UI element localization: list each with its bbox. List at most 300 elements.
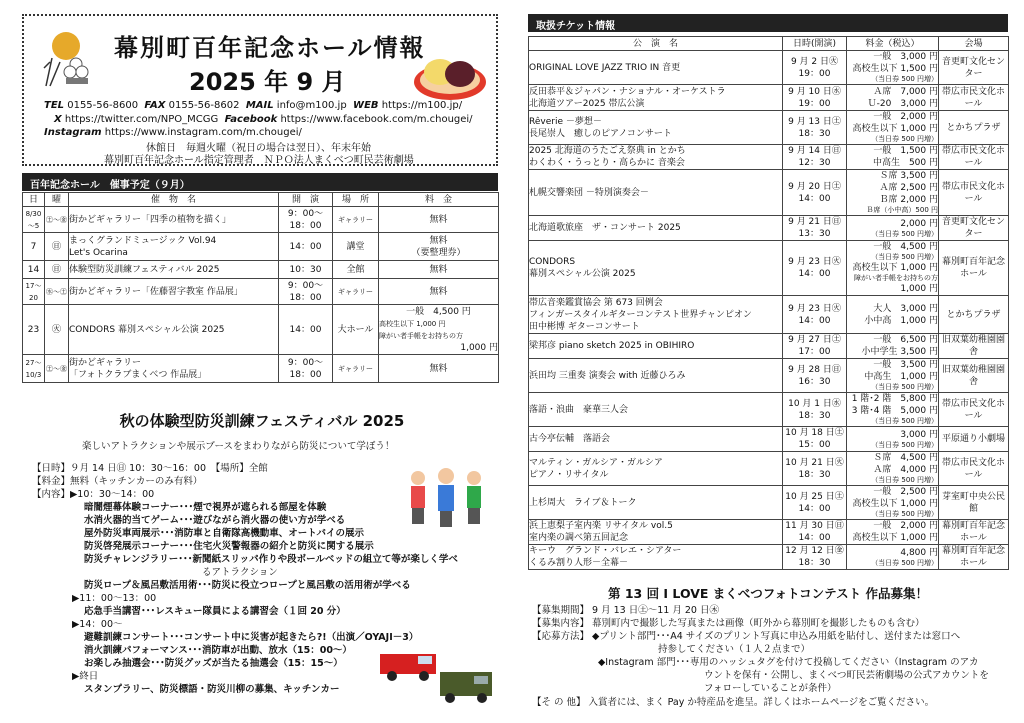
datetime-line: 15：00 [798, 440, 831, 450]
price-line: （当日券 500 円増） [871, 476, 938, 484]
show-title-line: 落語・浪曲 豪華三人会 [529, 404, 629, 415]
price-line: 3,000 円 [900, 429, 938, 440]
ticket-price [847, 359, 939, 393]
ticket-show [529, 241, 783, 296]
price-line: 高校生以下 1,000 円 [852, 533, 938, 543]
page-month: 2025 年 9 月 [189, 68, 346, 96]
price-line: 3 階･4 階 5,000 円 [851, 406, 938, 416]
festival-title: 秋の体験型防災訓練フェスティバル 2025 [119, 412, 405, 430]
show-title-line: わくわく・うっとり・高らかに 音楽会 [529, 158, 685, 168]
ticket-datetime [783, 427, 847, 452]
row-day: 27～10/3 [23, 355, 45, 383]
venue-name: 旧双葉幼稚園園舎 [941, 364, 1005, 387]
price-line: Ａ席 7,000 円 [873, 86, 938, 97]
venue-name: 音更町文化センター [941, 217, 1005, 239]
web-link[interactable]: https://m100.jp/ [381, 100, 463, 111]
show-title-line: ORIGINAL LOVE JAZZ TRIO IN 音更 [529, 62, 681, 73]
datetime-line: 16：30 [798, 376, 831, 387]
datetime-line: 9 月 10 日㊌ [788, 86, 841, 97]
price-line: 一般 1,500 円 [873, 146, 938, 156]
contest-title: 第 13 回 I LOVE まくべつフォトコンテスト 作品募集！ [607, 586, 929, 601]
ticket-row [529, 334, 1009, 359]
datetime-line: 9 月 28 日㊐ [788, 364, 841, 375]
ticket-datetime [783, 216, 847, 241]
ticket-venue [939, 170, 1009, 216]
row-place: 大ホール [333, 305, 379, 355]
festival-line: お楽しみ抽選会･･･防災グッズが当たる抽選会（15：15～） [84, 658, 343, 669]
ticket-show [529, 170, 783, 216]
ticket-datetime [783, 241, 847, 296]
show-title-line: Rêverie －夢想－ [529, 116, 602, 127]
ticket-price [847, 520, 939, 545]
contest-line: ◆Instagram 部門･･･専用のハッシュタグを付けて投稿してください（Instagram のアカ [598, 657, 979, 668]
table-row [23, 279, 499, 305]
military-truck-icon [438, 666, 494, 706]
ticket-show [529, 145, 783, 170]
ticket-venue [939, 334, 1009, 359]
price-line: Ｂ席 2,000 円 [879, 195, 938, 205]
show-title-line: 北海道歌旅座 ザ・コンサート 2025 [529, 223, 681, 233]
fee-general: 一般 4,500 円 [406, 306, 471, 317]
show-title-line: 反田恭平＆ジャパン・ナショナル・オーケストラ [529, 86, 726, 97]
row-place: 全館 [333, 261, 379, 279]
event-subtitle: Let's Ocarina [69, 247, 128, 258]
col-show: 公 演 名 [529, 37, 783, 51]
mail-address[interactable]: info@m100.jp [276, 100, 347, 111]
ticket-datetime [783, 359, 847, 393]
row-dow: ㊐ [45, 233, 69, 261]
contest-line: 【応募方法】 ◆プリント部門･･･A4 サイズのプリント写真に申込み用紙を貼付し、送付または窓口へ [532, 631, 961, 642]
row-time: 9：00～18：00 [279, 355, 333, 383]
contest-line: 【そ の 他】 入賞者には、まく Pay か特産品を進呈。詳しくはホームページをご覧ください。 [532, 697, 935, 708]
ticket-venue [939, 241, 1009, 296]
ticket-show [529, 334, 783, 359]
ticket-price [847, 170, 939, 216]
col-place: 場 所 [333, 193, 379, 207]
row-fee: 無料 [379, 279, 499, 305]
schedule-section-header: 百年記念ホール 催事予定（９月） [22, 173, 498, 191]
table-row [23, 305, 499, 355]
ticket-venue [939, 85, 1009, 111]
col-dow: 曜 [45, 193, 69, 207]
festival-line: ▶11：00～13：00 [72, 593, 157, 604]
col-event: 催 物 名 [69, 193, 279, 207]
row-day: 14 [23, 261, 45, 279]
ticket-venue [939, 51, 1009, 85]
fee-youth: 高校生以下 1,000 円 [379, 319, 446, 328]
manager-text: 幕別町百年記念ホール指定管理者 ＮＰＯ法人まくべつ町民芸術劇場 [104, 155, 414, 166]
show-title-line: マルティン・ガルシア・ガルシア [529, 457, 663, 468]
price-line: 高校生以下 1,000 円 [852, 499, 938, 509]
event-subtitle: 「フォトクラブまくべつ 作品展」 [69, 369, 207, 380]
ticket-row [529, 545, 1009, 570]
ticket-row [529, 452, 1009, 486]
ticket-row [529, 85, 1009, 111]
show-title-line: 浜田均 三重奏 演奏会 with 近藤ひろみ [529, 370, 686, 381]
ticket-row [529, 145, 1009, 170]
row-place: ギャラリー [333, 207, 379, 233]
venue-name: 帯広市民文化ホール [941, 146, 1005, 168]
moon-dango-icon [38, 28, 98, 88]
ticket-row [529, 486, 1009, 520]
table-row [23, 233, 499, 261]
tickets-table [528, 36, 1009, 570]
ticket-show [529, 545, 783, 570]
price-line: （当日券 500 円増） [871, 417, 938, 425]
ticket-datetime [783, 296, 847, 334]
ticket-venue [939, 111, 1009, 145]
price-line: （当日券 500 円増） [871, 440, 938, 449]
fire-truck-icon [378, 646, 438, 682]
venue-name: 帯広市民文化ホール [941, 398, 1005, 421]
ticket-row [529, 216, 1009, 241]
facebook-link[interactable]: https://www.facebook.com/m.chougei/ [280, 114, 473, 125]
datetime-line: 18：30 [798, 469, 831, 480]
fee-disability: 1,000 円 [460, 342, 498, 353]
show-title-line: くるみ割り人形－全幕－ [529, 558, 629, 568]
venue-name: とかちプラザ [946, 122, 1001, 133]
price-line: 大人 3,000 円 [873, 303, 938, 314]
price-line: 一般 2,000 円 [873, 521, 938, 531]
venue-name: とかちプラザ [946, 309, 1001, 320]
show-title-line: 古今亭伝輔 落語会 [529, 434, 611, 444]
datetime-line: 19：00 [798, 68, 831, 79]
festival-line: 応急手当講習･･･レスキュー隊員による講習会（１回 20 分） [84, 606, 346, 617]
ticket-datetime [783, 145, 847, 170]
ticket-show [529, 452, 783, 486]
festival-line: 【内容】▶10：30～14：00 [32, 489, 155, 500]
price-line: Ｓ席 3,500 円 [879, 171, 938, 181]
fee-main: 無料 [429, 235, 448, 246]
price-line: 4,800 円 [900, 547, 938, 558]
ticket-show [529, 51, 783, 85]
ticket-venue [939, 452, 1009, 486]
datetime-line: 18：30 [798, 410, 831, 421]
price-line: （当日券 500 円増） [871, 558, 938, 567]
ticket-datetime [783, 334, 847, 359]
row-place: ギャラリー [333, 355, 379, 383]
instagram-label: Instagram [44, 127, 102, 138]
ticket-row [529, 520, 1009, 545]
datetime-line: 9 月 14 日㊐ [788, 146, 841, 156]
price-line: 2,000 円 [900, 218, 938, 229]
ticket-venue [939, 296, 1009, 334]
price-line: 高校生以下 1,000 円 [852, 124, 938, 134]
venue-name: 幕別町百年記念ホール [941, 257, 1005, 279]
datetime-line: 14：00 [798, 503, 831, 514]
fax-label: FAX [144, 100, 166, 111]
festival-line: 【料金】無料（キッチンカーのみ有料） [32, 476, 203, 487]
festival-line: 防災チャレンジラリー･･･新聞紙スリッパ作りや段ボールベッドの組立て等が楽しく学べ [84, 554, 458, 565]
web-label: WEB [353, 100, 379, 111]
contest-line: 持参してください（１人２点まで） [658, 644, 811, 655]
price-line: 高校生以下 1,500 円 [852, 64, 938, 74]
row-dow: ㊏～㊎ [45, 207, 69, 233]
price-line: 小中学生 3,500 円 [861, 347, 938, 357]
ticket-show [529, 359, 783, 393]
row-event [69, 233, 279, 261]
ticket-price [847, 486, 939, 520]
ticket-price [847, 51, 939, 85]
col-venue: 会場 [939, 37, 1009, 51]
row-event: 街かどギャラリー「佐藤習字教室 作品展」 [69, 279, 279, 305]
event-name: 街かどギャラリー [69, 357, 142, 368]
price-line: （当日券 500 円増） [871, 135, 938, 143]
contest-line: 【募集期間】 9 月 13 日㊏～11 月 20 日㊍ [532, 605, 719, 616]
schedule-header-row [23, 193, 499, 207]
datetime-line: 18：30 [798, 128, 831, 139]
facebook-label: Facebook [224, 114, 278, 125]
show-title-line: 田中彬博 ギターコンサート [529, 321, 640, 332]
datetime-line: 14：00 [798, 315, 831, 326]
tel-number: 0155-56-8600 [67, 100, 139, 111]
ticket-datetime [783, 486, 847, 520]
ticket-row [529, 111, 1009, 145]
row-place: ギャラリー [333, 279, 379, 305]
ticket-price [847, 427, 939, 452]
show-title-line: CONDORS [529, 257, 576, 267]
price-line: Ｕ-20 3,000 円 [867, 98, 938, 109]
schedule-table [22, 192, 499, 383]
row-time: 9：00～18：00 [279, 207, 333, 233]
row-event: CONDORS 幕別スペシャル公演 2025 [69, 305, 279, 355]
ticket-show [529, 111, 783, 145]
festival-line: るアトラクション [202, 567, 278, 578]
ticket-datetime [783, 393, 847, 427]
row-day: 7 [23, 233, 45, 261]
ticket-datetime [783, 85, 847, 111]
row-time: 14：00 [279, 305, 333, 355]
show-title-line: 室内楽の調べ第五回記念 [529, 533, 629, 543]
festival-line: ▶終日 [72, 671, 99, 682]
datetime-line: 19：00 [798, 98, 831, 109]
show-title-line: キーウ グランド・バレエ・シアター [529, 546, 682, 556]
price-line: 1 階･2 階 5,800 円 [851, 394, 938, 404]
datetime-line: 14：00 [798, 533, 831, 543]
row-fee [379, 233, 499, 261]
ticket-venue [939, 545, 1009, 570]
festival-line: 【日時】９月 14 日㊐ 10：30～16：00 【場所】全館 [32, 463, 268, 474]
ticket-row [529, 241, 1009, 296]
ticket-row [529, 170, 1009, 216]
ticket-price [847, 545, 939, 570]
ticket-price [847, 334, 939, 359]
ticket-price [847, 216, 939, 241]
ticket-datetime [783, 51, 847, 85]
festival-intro: 楽しいアトラクションや展示ブースをまわりながら防災について学ぼう！ [82, 441, 395, 452]
tel-label: TEL [44, 100, 65, 111]
ticket-show [529, 427, 783, 452]
datetime-line: 10 月 21 日㊋ [785, 457, 844, 468]
datetime-line: 13：30 [798, 229, 831, 239]
price-line: 中高生 500 円 [872, 158, 938, 168]
instagram-link[interactable]: https://www.instagram.com/m.chougei/ [104, 127, 302, 138]
datetime-line: 10 月 1 日㊌ [788, 398, 841, 409]
festival-line: 屋外防災車両展示･･･消防車と自衛隊高機動車、オートバイの展示 [84, 528, 365, 539]
show-title-line: 上杉周大 ライブ＆トーク [529, 497, 637, 508]
show-title-line: 幕別スペシャル公演 2025 [529, 269, 636, 279]
row-time: 9：00～18：00 [279, 279, 333, 305]
row-event [69, 355, 279, 383]
show-title-line: 北海道ツアー2025 帯広公演 [529, 98, 645, 109]
datetime-line: 12：30 [798, 158, 831, 168]
show-title-line: 浜上恵梨子室内楽 リサイタル vol.5 [529, 521, 673, 531]
price-line: （当日券 500 円増） [871, 383, 938, 391]
price-line: Ｓ席 4,500 円 [873, 453, 938, 463]
festival-section [22, 410, 502, 710]
venue-name: 音更町文化センター [941, 56, 1005, 79]
contest-line: ウントを保有・公開し、まくべつ町民芸術劇場の公式アカウントを [704, 670, 989, 681]
table-row [23, 355, 499, 383]
ticket-price [847, 452, 939, 486]
ticket-venue [939, 145, 1009, 170]
ticket-venue [939, 520, 1009, 545]
datetime-line: 9 月 21 日㊐ [788, 217, 841, 227]
contest-line: 【募集内容】 幕別町内で撮影した写真または画像（町外から幕別町を撮影したものも含む） [532, 618, 925, 629]
row-event: 体験型防災訓練フェスティバル 2025 [69, 261, 279, 279]
mail-label: MAIL [245, 100, 274, 111]
row-day: 8/30～5 [23, 207, 45, 233]
col-datetime: 日時(開演) [783, 37, 847, 51]
row-event: 街かどギャラリー「四季の植物を描く」 [69, 207, 279, 233]
price-line: 一般 2,500 円 [873, 487, 938, 497]
venue-name: 帯広市民文化ホール [941, 86, 1005, 109]
datetime-line: 17：00 [798, 347, 831, 357]
price-line: 高校生以下 1,000 円 [852, 263, 938, 273]
festival-line: 消火訓練パフォーマンス･･･消防車が出動、放水（15：00～） [84, 645, 352, 656]
table-row [23, 207, 499, 233]
datetime-line: 9 月 2 日㊋ [790, 56, 839, 67]
festival-line: 水消火器的当てゲーム･･･遊びながら消火器の使い方が学べる [84, 515, 346, 526]
ticket-datetime [783, 111, 847, 145]
row-day: 17～20 [23, 279, 45, 305]
venue-name: 平原通り小劇場 [941, 434, 1005, 444]
ticket-price [847, 393, 939, 427]
header-box [22, 14, 498, 166]
price-line: （当日券 500 円増） [871, 510, 938, 518]
ticket-venue [939, 216, 1009, 241]
row-fee: 無料 [379, 261, 499, 279]
ohagi-plate-icon [412, 46, 488, 102]
closed-days: 休館日 毎週火曜（祝日の場合は翌日）、年末年始 [146, 143, 371, 154]
row-dow: ㊏～㊎ [45, 355, 69, 383]
datetime-line: 9 月 23 日㊋ [788, 257, 841, 267]
datetime-line: 9 月 27 日㊏ [788, 335, 841, 345]
datetime-line: 9 月 20 日㊏ [788, 181, 841, 192]
ticket-datetime [783, 170, 847, 216]
price-line: Ｂ席（小中高）500 円 [866, 206, 938, 214]
ticket-datetime [783, 452, 847, 486]
ticket-datetime [783, 545, 847, 570]
x-label: X [54, 114, 62, 125]
ticket-row [529, 393, 1009, 427]
price-line: 小中高 1,000 円 [864, 315, 938, 326]
show-title-line: 帯広音楽鑑賞協会 第 673 回例会 [529, 297, 663, 308]
ticket-row [529, 427, 1009, 452]
ticket-price [847, 296, 939, 334]
row-time: 10：30 [279, 261, 333, 279]
ticket-venue [939, 359, 1009, 393]
tickets-header-row [529, 37, 1009, 51]
ticket-show [529, 520, 783, 545]
price-line: 一般 4,500 円 [873, 242, 938, 252]
ticket-datetime [783, 520, 847, 545]
row-fee [379, 305, 499, 355]
ticket-row [529, 359, 1009, 393]
price-line: Ａ席 4,000 円 [873, 465, 938, 475]
venue-name: 芽室町中央公民館 [941, 491, 1005, 514]
ticket-venue [939, 393, 1009, 427]
price-line: （当日券 500 円増） [871, 75, 938, 83]
row-place: 講堂 [333, 233, 379, 261]
datetime-line: 11 月 30 日㊐ [785, 521, 844, 531]
page-title: 幕別町百年記念ホール情報 [114, 34, 426, 62]
col-fee: 料 金 [379, 193, 499, 207]
fax-number: 0155-56-8602 [168, 100, 240, 111]
venue-name: 旧双葉幼稚園園舎 [941, 335, 1005, 357]
ticket-price [847, 85, 939, 111]
row-dow: ㊐ [45, 261, 69, 279]
price-line: 中高生 1,000 円 [864, 372, 938, 382]
row-fee: 無料 [379, 207, 499, 233]
datetime-line: 12 月 12 日㊎ [785, 546, 844, 556]
ticket-show [529, 85, 783, 111]
ticket-price [847, 111, 939, 145]
festival-line: 暗闇煙幕体験コーナー･･･煙で視界が遮られる部屋を体験 [84, 502, 327, 513]
datetime-line: 10 月 18 日㊏ [785, 428, 844, 438]
fee-note: （要整理券） [411, 247, 466, 258]
price-line: 一般 3,500 円 [873, 360, 938, 370]
ticket-show [529, 296, 783, 334]
ticket-price [847, 145, 939, 170]
venue-name: 幕別町百年記念ホール [941, 546, 1005, 568]
event-name: まっくグランドミュージック Vol.94 [69, 235, 217, 246]
datetime-line: 9 月 23 日㊋ [788, 303, 841, 314]
venue-name: 帯広市民文化ホール [941, 181, 1005, 204]
show-title-line: 2025 北海道のうたごえ祭典 in とかち [529, 146, 686, 156]
show-title-line: ピアノ・リサイタル [529, 469, 609, 480]
festival-line: ▶14：00～ [72, 619, 123, 630]
ticket-show [529, 216, 783, 241]
contest-line: フォローしていることが条件） [704, 683, 837, 694]
venue-name: 幕別町百年記念ホール [941, 521, 1005, 543]
price-line: 障がい者手帳をお持ちの方 [854, 274, 938, 282]
show-title-line: フィンガースタイルギターコンテスト世界チャンピオン [529, 309, 752, 320]
col-time: 開 演 [279, 193, 333, 207]
festival-line: 防災啓発展示コーナー･･･住宅火災警報器の紹介と防災に関する展示 [84, 541, 374, 552]
row-day: 23 [23, 305, 45, 355]
datetime-line: 14：00 [798, 193, 831, 204]
row-dow: ㊌～㊏ [45, 279, 69, 305]
festival-line: スタンプラリー、防災標語・防災川柳の募集、キッチンカー [84, 684, 340, 695]
price-line: （当日券 500 円増） [871, 253, 938, 261]
datetime-line: 18：30 [798, 558, 831, 568]
tickets-section-header: 取扱チケット情報 [528, 14, 1008, 32]
datetime-line: 10 月 25 日㊏ [785, 491, 844, 502]
row-dow: ㊋ [45, 305, 69, 355]
x-link[interactable]: https://twitter.com/NPO_MCGG [64, 114, 219, 125]
table-row [23, 261, 499, 279]
price-line: Ａ席 2,500 円 [879, 183, 938, 193]
price-line: （当日券 500 円増） [871, 229, 938, 238]
show-title-line: 札幌交響楽団 －特別演奏会－ [529, 187, 649, 198]
show-title-line: 長尾崇人 癒しのピアノコンサート [529, 128, 672, 139]
ticket-row [529, 51, 1009, 85]
ticket-venue [939, 427, 1009, 452]
show-title-line: 梁邦彦 piano sketch 2025 in OBIHIRO [529, 341, 695, 351]
family-illustration-icon [398, 468, 494, 528]
price-line: 一般 6,500 円 [873, 335, 938, 345]
